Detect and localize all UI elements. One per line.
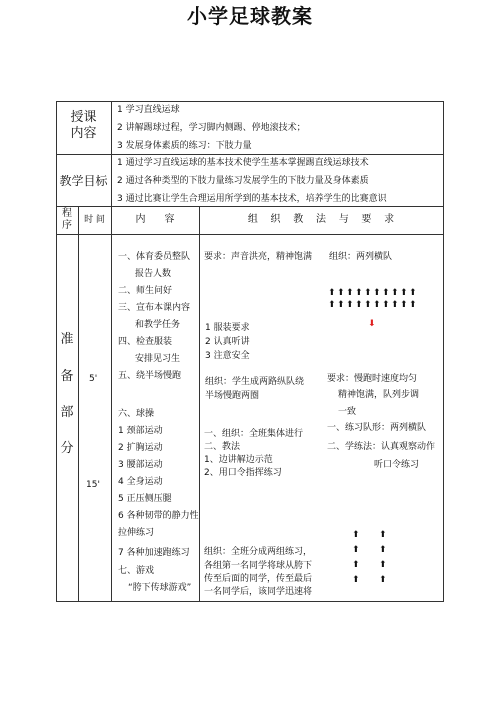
method-text: 各组第一名同学将球从胯下 [204,561,313,571]
student-icon: ⬆ [391,288,399,298]
content-row: 报告人数 [135,269,172,279]
goal-item: 1 通过学习直线运球的基本技术使学生基本掌握踢直线运球技术 [117,158,369,168]
content-label: 授课 内容 [70,110,97,141]
content-row: 二、师生问好 [118,286,173,296]
method-text: 精神饱满，队列步调 [338,390,420,400]
phase-label: 准 [60,332,74,347]
goals-label: 教学目标 [59,174,108,188]
method-text: 1 服装要求 [205,323,250,333]
method-text: 一名同学后，该同学迅速将 [204,587,313,597]
student-icon: ⬆ [382,300,390,310]
method-text: 二、教法 [204,442,241,452]
content-row: 7 各种加速跑练习 [118,548,190,558]
student-icon: ⬆ [337,300,345,310]
student-icon: ⬆ [391,300,399,310]
method-text: 二、学练法：认真观察动作 [327,442,436,452]
content-row: 四、检查服装 [118,337,173,347]
student-icon: ⬆ [409,300,417,310]
student-icon: ⬆ [328,288,336,298]
method-text: 一致 [338,407,357,417]
method-text: 要求：声音洪亮，精神饱满 [204,252,313,262]
student-icon: ⬆ [352,545,360,555]
student-icon: ⬆ [364,288,372,298]
method-text: 3 注意安全 [205,351,250,361]
content-row: 3 腰部运动 [118,460,163,470]
student-icon: ⬆ [355,300,363,310]
method-text: 组织：全班分成两组练习， [204,547,313,557]
header-procedure: 程 序 [62,208,72,231]
content-row: 三、宣布本课内容 [118,303,191,313]
content-row: 安排见习生 [135,354,181,364]
method-text: 一、组织：全班集体进行 [204,429,304,439]
method-text: 组织：学生成两路纵队绕 [205,377,305,387]
content-row: 五、绕半场慢跑 [118,371,182,381]
content-item: 2 讲解踢球过程，学习脚内侧踢、停地滚技术； [117,123,306,133]
method-text: 听口令练习 [374,460,420,470]
student-icon: ⬆ [379,545,387,555]
student-icon: ⬆ [355,288,363,298]
header-content: 内 容 [135,214,175,225]
student-icon: ⬆ [352,560,360,570]
content-row: 和教学任务 [135,320,181,330]
method-text: 组织：两列横队 [329,252,393,262]
student-icon: ⬆ [400,300,408,310]
student-icon: ⬆ [400,288,408,298]
content-row: 6 各种韧带的静力性 [118,511,199,521]
content-row: 六、球操 [118,409,155,419]
student-icon: ⬆ [352,530,360,540]
method-text: 要求：慢跑时速度均匀 [327,374,418,384]
student-icon: ⬆ [373,288,381,298]
content-row: “胯下传球游戏” [128,583,192,593]
method-text: 2、用口令指挥练习 [204,468,282,478]
student-icon: ⬆ [379,560,387,570]
content-row: 2 扩胸运动 [118,443,163,453]
time-value: 15' [86,480,100,490]
content-item: 1 学习直线运球 [117,105,180,115]
phase-label: 分 [60,441,74,456]
student-icon: ⬆ [346,300,354,310]
content-row: 一、体育委员整队 [118,252,191,262]
content-row: 5 正压侧压腿 [118,494,172,504]
goal-item: 2 通过各种类型的下肢力量练习发展学生的下肢力量及身体素质 [117,176,369,186]
student-icon: ⬆ [379,575,387,585]
method-text: 1、边讲解边示范 [204,455,273,465]
content-row: 拉伸练习 [118,528,155,538]
method-text: 一、练习队形：两列横队 [327,423,427,433]
student-icon: ⬆ [379,530,387,540]
student-icon: ⬆ [382,288,390,298]
method-text: 半场慢跑两圈 [205,391,260,401]
header-method: 组 织 教 法 与 要 求 [247,214,395,225]
content-row: 1 颈部运动 [118,426,163,436]
page-title: 小学足球教案 [187,4,313,28]
student-icon: ⬆ [364,300,372,310]
student-icon: ⬆ [373,300,381,310]
student-icon: ⬆ [337,288,345,298]
header-time: 时 间 [84,215,105,225]
content-row: 七、游戏 [118,566,155,576]
phase-label: 部 [60,405,74,420]
phase-label: 备 [60,369,74,384]
student-icon: ⬆ [352,575,360,585]
goal-item: 3 通过比赛让学生合理运用所学到的基本技术，培养学生的比赛意识 [117,194,387,204]
content-row: 4 全身运动 [118,477,163,487]
teacher-icon: ⬇ [368,319,376,329]
method-text: 传至后面的同学，传至最后 [204,574,313,584]
student-icon: ⬆ [409,288,417,298]
time-value: 5' [89,374,98,384]
student-icon: ⬆ [328,300,336,310]
student-icon: ⬆ [346,288,354,298]
content-item: 3 发展身体素质的练习：下肢力量 [117,141,252,151]
method-text: 2 认真听讲 [205,337,250,347]
